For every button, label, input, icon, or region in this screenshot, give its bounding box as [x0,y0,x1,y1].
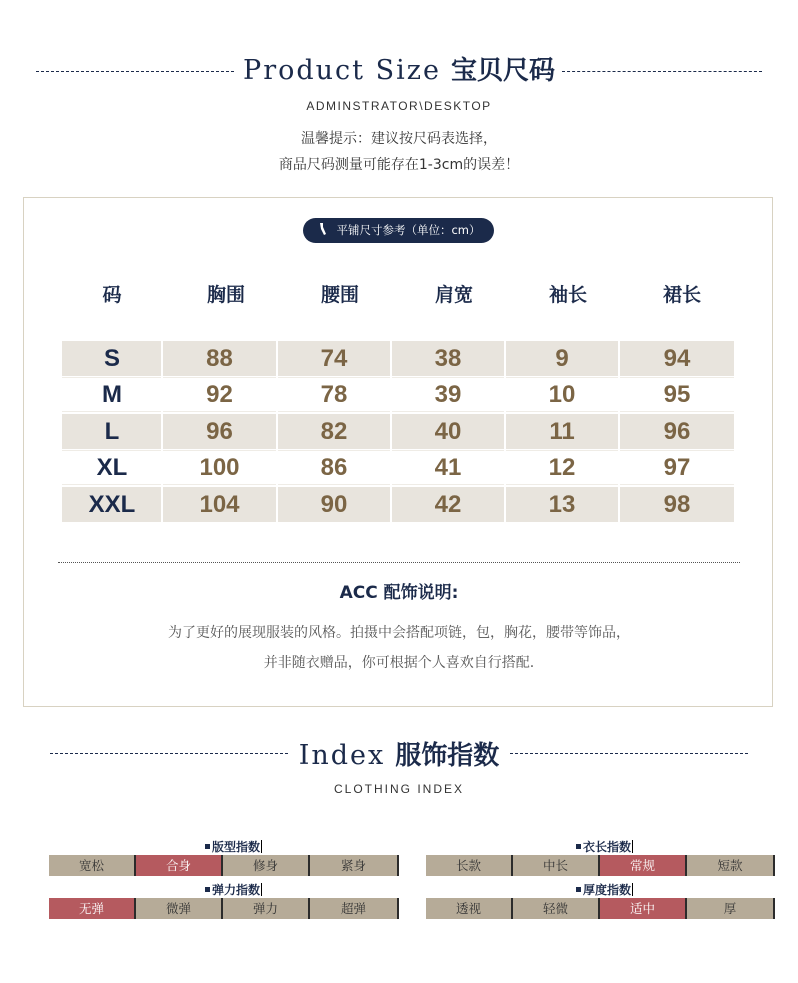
header-length: 裙长 [662,284,701,306]
table-cell: 100 [199,454,240,481]
table-cell: 104 [199,491,240,518]
accessory-title: ACC 配饰说明: [339,583,459,603]
table-cell: 42 [434,491,462,518]
table-cell: 38 [434,345,462,372]
table-cell: 97 [663,454,691,481]
header-size: 码 [102,284,122,306]
table-cell-size: L [104,418,120,445]
table-cell: 96 [663,418,691,445]
index-heading [0,735,798,772]
fit-option-tight: 紧身 [310,855,399,876]
bullet-icon [205,844,210,849]
table-cell-size: XL [96,454,128,481]
accessory-text-line-2: 并非随衣赠品，你可根据个人喜欢自行搭配. [263,655,535,671]
stretch-option-super: 超弹 [310,898,399,919]
header-shoulder: 肩宽 [434,284,473,306]
table-cell: 96 [206,418,233,445]
thickness-index-label [576,881,633,898]
length-index-text: 衣长指数 [583,840,632,854]
table-cell: 98 [663,491,691,518]
table-cell: 74 [320,345,348,372]
thickness-option-thick: 厚 [687,898,775,919]
measurement-badge [303,218,494,243]
product-size-heading [0,50,798,87]
table-cell: 78 [320,381,348,408]
cursor-mark [632,883,633,896]
bullet-icon [205,887,210,892]
table-cell-size: XXL [88,491,136,518]
table-cell: 39 [434,381,462,408]
cursor-mark [261,883,262,896]
table-cell: 95 [663,381,691,408]
product-size-title-en: Product Size [243,55,441,86]
thickness-option-moderate: 适中 [600,898,687,919]
cursor-mark [261,840,262,853]
table-cell: 82 [320,418,348,445]
table-cell-size: S [103,345,120,372]
length-option-regular: 常规 [600,855,687,876]
header-waist: 腰围 [320,284,359,306]
index-subtitle: CLOTHING INDEX [333,782,464,796]
table-cell: 90 [320,491,348,518]
size-tip-line-2: 商品尺码测量可能存在1-3cm的误差！ [278,157,520,173]
hanger-icon [316,222,328,236]
size-tip-line-1: 温馨提示：建议按尺码表选择， [301,131,497,147]
index-title-en: Index [298,740,386,771]
header-chest: 胸围 [206,284,245,306]
stretch-option-slight: 微弹 [136,898,223,919]
fit-option-slim: 修身 [223,855,310,876]
length-option-medium: 中长 [513,855,600,876]
stretch-option-elastic: 弹力 [223,898,310,919]
table-cell: 86 [320,454,348,481]
length-option-long: 长款 [426,855,513,876]
accessory-text-line-1: 为了更好的展现服装的风格。拍摄中会搭配项链，包，胸花，腰带等饰品， [168,625,630,641]
table-cell: 92 [206,381,233,408]
measurement-badge-label: 平铺尺寸参考（单位：cm） [336,223,481,237]
index-title-cn: 服饰指数 [395,741,500,771]
table-cell: 13 [548,491,576,518]
accessory-divider [58,562,740,563]
length-option-short: 短款 [687,855,775,876]
fit-index-text: 版型指数 [212,840,261,854]
fit-index-label [205,838,262,855]
cursor-mark [632,840,633,853]
thickness-index-text: 厚度指数 [583,883,632,897]
product-size-subtitle: ADMINSTRATOR\DESKTOP [306,99,492,113]
product-size-title-cn: 宝贝尺码 [450,56,555,86]
table-cell-size: M [102,381,122,408]
thickness-option-light: 轻微 [513,898,600,919]
fit-option-loose: 宽松 [49,855,136,876]
stretch-option-none: 无弹 [49,898,136,919]
table-cell: 40 [434,418,462,445]
table-cell: 88 [206,345,233,372]
stretch-index-label [205,881,262,898]
thickness-option-sheer: 透视 [426,898,513,919]
fit-option-regular: 合身 [136,855,223,876]
table-cell: 9 [555,345,569,372]
bullet-icon [576,844,581,849]
stretch-index-text: 弹力指数 [212,883,261,897]
header-sleeve: 袖长 [548,284,587,306]
table-cell: 12 [548,454,576,481]
table-cell: 10 [548,381,576,408]
table-cell: 94 [663,345,691,372]
length-index-label [576,838,633,855]
table-cell: 41 [434,454,462,481]
bullet-icon [576,887,581,892]
table-cell: 11 [549,418,575,445]
